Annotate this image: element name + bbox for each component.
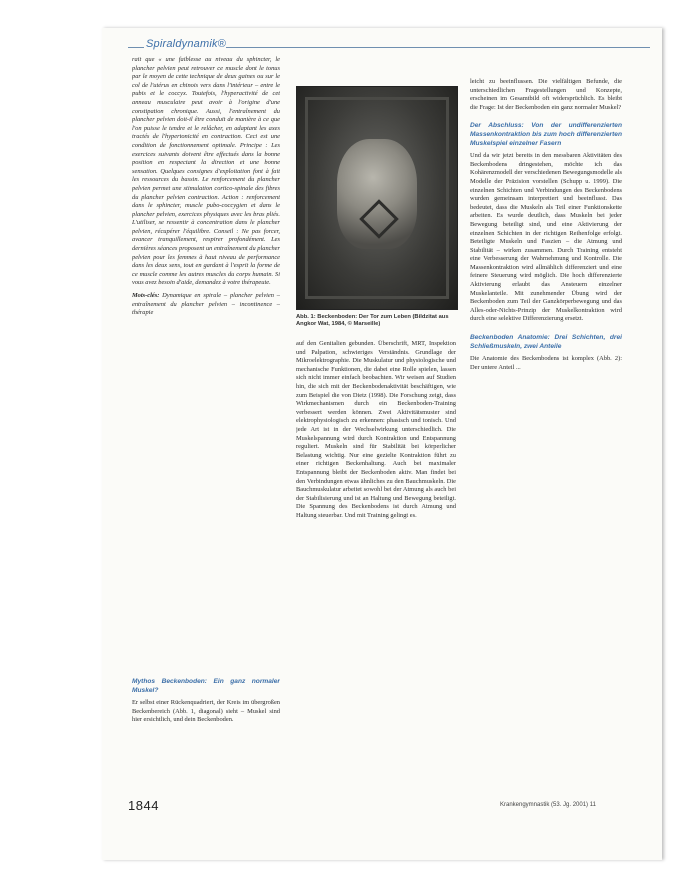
mid-body-text: auf den Genitalien gebunden. Überschrift, MRT, Inspektion und Palpation, schwieriges Verständnis. Grundlage der Mikroelektrographie. Die Muskulatur und physiologische und mechanische Funktionen, die dabei eine Rolle spielen, lassen sich nicht immer einfach beobachten. Wir weisen auf Studien hin, die sich mit der Beckenbodenaktivität beschäftigen, wie zum Beispiel die von Dietz (1998). Die Forschung zeigt, dass Wirkmechanismen durch ein Beckenboden-Training verbessert werden können. Zwei Aktivitätsmuster sind elektrophysiologisch zu erkennen: phasisch und tonisch. Und jede Art ist in der Wechselwirkung unterschiedlich. Die Muskelspannung wird durch Kontraktion und Entspannung reguliert. Muskeln sind für Stabilität bei körperlicher Belastung wichtig. Nur eine gezielte Kontraktion führt zu einer richtigen Beckenhaltung. Auch bei maximaler Entspannung bleibt der Beckenboden aktiv. Man findet bei den Verbindungen etwas ähnliches zu den Bauchmuskeln. Die Bauchmuskulatur arbeitet sowohl bei der Atmung als auch bei der Stabilisierung und ist an Haltung und Bewegung beteiligt. Die Spannung des Beckenbodens ist durch Atmung und Haltung steuerbar. Und mit Training gelingt es. [296, 340, 456, 519]
left-body-text: rait que « une faiblesse au niveau du sphincter, le plancher pelvien peut retrouver ce muscle dont le tonus par le moyen de cette technique de deux gaines ou sur le col de l'utérus en chinois vers dans l'intérieur – entre le pubis et le coccyx. Toutefois, l'hyperactivité de cet anneau musculaire peut avoir à l'origine d'une constipation chronique. Aussi, l'entraînement du plancher pelvien doit-il être conduit de manière à ce que l'on puisse le tendre et le relâcher, en adaptant les axes tractés de l'hypertonicité en contraction. Ceci est une condition de fonctionnement optimale. Principe : Les exercices suivants doivent être effectués dans la bonne position en respectant la direction et une bonne sensation. Quelques consignes d'exploitation font à fait les ressources du bassin. Le renforcement du plancher pelvien permet une stimulation cortico-spinale des fibres du plancher pelvien contraction. Action : renforcement dans le sphincter, muscle pubo-coccygien et dans le plancher pelvien, exercices physiques avec les bras pliés. L'utiliser, se ressentir à concentration dans le plancher pelvien, récupérer l'équilibre. Conseil : Ne pas forcer, avancer tranquillement, respirer profondément. Les dernières séances proposent un entraînement du plancher pelvien pour les femmes à haut niveau de performance dans les deux sens, tout en gardant à l'esprit la forme de ce muscle comme les autres muscles du corps humain. Si vous avez besoin d'aide, demandez à votre thérapeute. [132, 56, 280, 287]
right-body-text: leicht zu beeinflussen. Die vielfältigen Befunde, die unterschiedlichen Fragestellungen und Konzepte, erscheinen im Gesamtbild oft widersprüchlich. Es bleibt die Frage: Ist der Beckenboden ein ganz normaler Muskel? [470, 78, 622, 111]
figure-caption: Abb. 1: Beckenboden: Der Tor zum Leben (Bildzitat aus Angkor Wat, 1984, © Marseille) [296, 314, 449, 328]
header-rule-left [128, 47, 144, 48]
column-right [470, 78, 622, 792]
column-left-bottom [132, 678, 280, 790]
right-heading-1: Der Abschluss: Von der undifferenzierten Massenkontraktion bis zum hoch differenzierten Muskelspiel einzelner Fasern [470, 122, 622, 147]
right-heading-2: Beckenboden Anatomie: Drei Schichten, drei Schließmuskeln, zwei Anteile [470, 334, 622, 350]
left-body-text-2: Er selbst einer Rückenquadriert, der Kreis im übergroßen Beckenbereich (Abb. 1, diagonal) sieht – Muskel sind hier ersichtlich, und dein Beckenboden. [132, 699, 280, 724]
relief-photo [296, 86, 458, 310]
left-heading: Mythos Beckenboden: Ein ganz normaler Muskel? [132, 678, 280, 694]
header-rule-right [226, 47, 650, 48]
page-number: 1844 [128, 798, 159, 813]
column-left [132, 56, 280, 616]
keywords-label: Mots-clés: [132, 292, 163, 300]
keywords-text: Dynamique en spirale – plancher pelvien – entraînement du plancher pelvien – incontinence – thérapie [132, 292, 280, 317]
right-body-text-1: Und da wir jetzt bereits in den messbaren Aktivitäten des Beckenbodens dringestehen, möchte ich das Kohärenzmodell der verschiedenen Bewegungsmodelle als Modelle der Präzision vorstellen (Schupp u. 1999). Die einzelnen Schichten und Verbindungen des Beckenbodens wurden gemeinsam interpretiert und beeinflusst. Das bedeutet, dass die Muskeln als Teil einer Funktionskette arbeiten. Es wurde deutlich, dass Muskeln bei jeder Bewegung beteiligt sind, und eine Aktivierung der einzelnen Schichten in der richtigen Reihenfolge erfolgt. Beteiligte Muskeln und Faszien – die Atmung und Stabilität – wirken zusammen. Durch Training entsteht eine Verbesserung der Wahrnehmung und Kontrolle. Die Massenkontraktion wird allmählich differenziert und eine feinere Steuerung wird möglich. Die hoch differenzierte Aktivierung erlaubt das Ansteuern einzelner Muskelanteile. Mit zunehmender Übung wird der Beckenboden zum Teil der Ganzkörperbewegung und das Alles-oder-Nichts-Prinzip der Muskelkontraktion wird durch eine selektive Differenzierung ersetzt. [470, 152, 622, 323]
column-mid [296, 340, 456, 792]
journal-footer: Krankengymnastik (53. Jg. 2001) 11 [500, 802, 596, 808]
right-body-text-2: Die Anatomie des Beckenbodens ist komplex (Abb. 2): Der untere Anteil ... [470, 355, 622, 371]
section-title: Spiraldynamik® [146, 38, 226, 50]
keywords-paragraph [132, 292, 280, 318]
